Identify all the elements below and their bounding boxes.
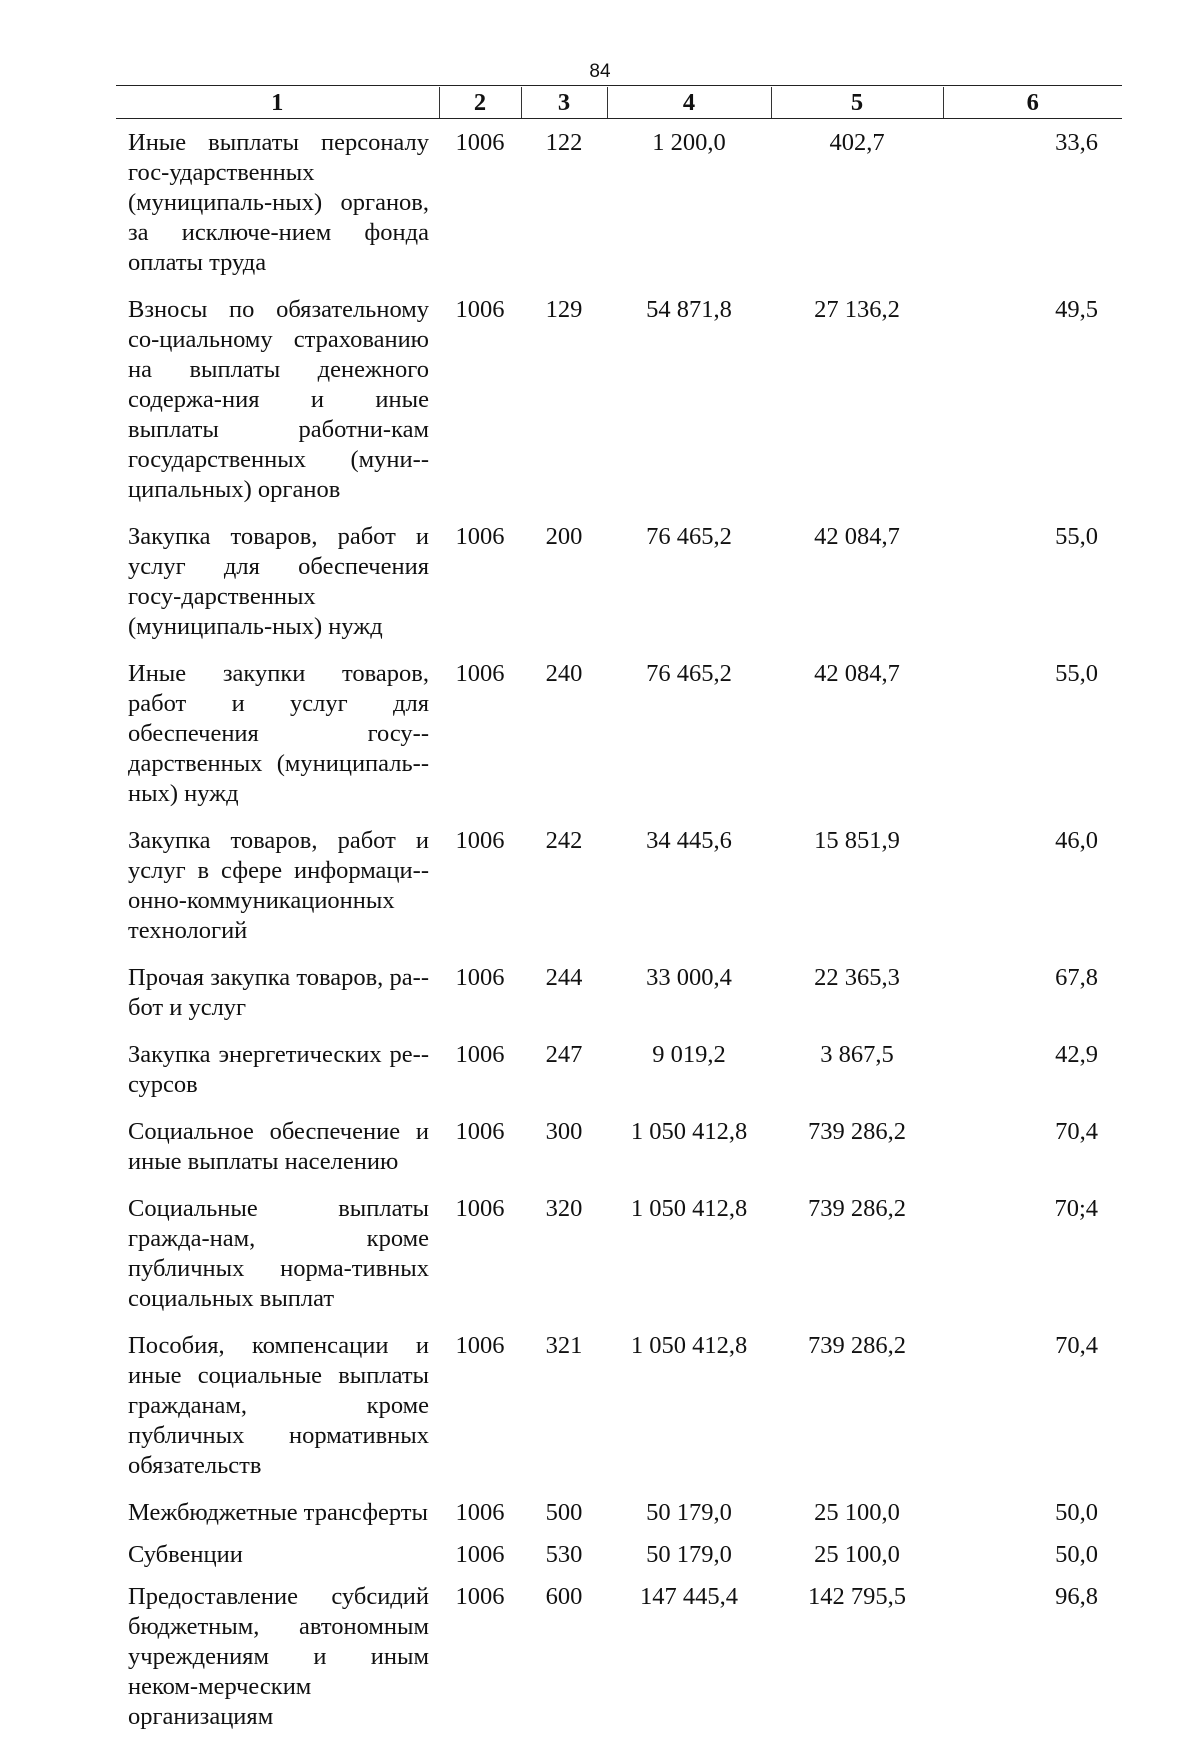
row-percent: 55,0 xyxy=(943,659,1122,826)
row-planned: 76 465,2 xyxy=(607,522,771,659)
table-header xyxy=(116,87,1122,119)
row-expense-type: 240 xyxy=(521,659,607,826)
table-row xyxy=(116,1331,1122,1498)
row-name: Закупка товаров, работ и услуг в сфере информаци-онно-коммуникационных технологий xyxy=(116,826,439,963)
table-row xyxy=(116,1582,1122,1749)
row-name: Предоставление субсидий бюджетным, автономным учреждениям и иным неком-мерческим организациям xyxy=(116,1582,439,1749)
row-name: Межбюджетные трансферты xyxy=(116,1498,439,1540)
table-row xyxy=(116,1540,1122,1582)
row-actual: 739 286,2 xyxy=(771,1194,943,1331)
row-name: Взносы по обязательному со-циальному страхованию на выплаты денежного содержа-ния и иные выплаты работни-кам государственных (муни-ципальных) органов xyxy=(116,295,439,522)
row-section: 1006 xyxy=(439,1540,521,1582)
row-planned: 1 050 412,8 xyxy=(607,1331,771,1498)
row-name: Пособия, компенсации и иные социальные выплаты гражданам, кроме публичных нормативных обязательств xyxy=(116,1331,439,1498)
row-section: 1006 xyxy=(439,295,521,522)
row-percent: 49,5 xyxy=(943,295,1122,522)
row-name: Иные закупки товаров, работ и услуг для обеспечения госу-дарственных (муниципаль-ных) нужд xyxy=(116,659,439,826)
row-name: Закупка энергетических ре-сурсов xyxy=(116,1040,439,1117)
row-percent: 42,9 xyxy=(943,1040,1122,1117)
table-row xyxy=(116,1498,1122,1540)
row-expense-type: 300 xyxy=(521,1117,607,1194)
row-section: 1006 xyxy=(439,1194,521,1331)
header-row xyxy=(116,87,1122,119)
row-percent: 70;4 xyxy=(943,1194,1122,1331)
row-actual: 25 100,0 xyxy=(771,1498,943,1540)
row-actual: 142 795,5 xyxy=(771,1582,943,1749)
row-expense-type: 321 xyxy=(521,1331,607,1498)
row-planned: 54 871,8 xyxy=(607,295,771,522)
row-section: 1006 xyxy=(439,1331,521,1498)
row-expense-type: 600 xyxy=(521,1582,607,1749)
row-percent: 55,0 xyxy=(943,522,1122,659)
row-name: Социальное обеспечение и иные выплаты населению xyxy=(116,1117,439,1194)
row-expense-type: 129 xyxy=(521,295,607,522)
table-row xyxy=(116,1040,1122,1117)
row-actual: 739 286,2 xyxy=(771,1117,943,1194)
column-header-3: 3 xyxy=(521,87,607,119)
column-header-2: 2 xyxy=(439,87,521,119)
row-actual: 42 084,7 xyxy=(771,522,943,659)
row-name: Закупка товаров, работ и услуг для обеспечения госу-дарственных (муниципаль-ных) нужд xyxy=(116,522,439,659)
row-percent: 50,0 xyxy=(943,1540,1122,1582)
table-row xyxy=(116,119,1122,296)
budget-table xyxy=(116,87,1122,1749)
page-number: 84 xyxy=(0,60,1200,84)
row-section: 1006 xyxy=(439,659,521,826)
row-section: 1006 xyxy=(439,522,521,659)
row-expense-type: 530 xyxy=(521,1540,607,1582)
column-header-4: 4 xyxy=(607,87,771,119)
table-row xyxy=(116,295,1122,522)
row-section: 1006 xyxy=(439,826,521,963)
row-actual: 25 100,0 xyxy=(771,1540,943,1582)
row-expense-type: 244 xyxy=(521,963,607,1040)
row-percent: 67,8 xyxy=(943,963,1122,1040)
row-percent: 96,8 xyxy=(943,1582,1122,1749)
row-percent: 70,4 xyxy=(943,1117,1122,1194)
row-expense-type: 122 xyxy=(521,119,607,296)
row-planned: 33 000,4 xyxy=(607,963,771,1040)
row-section: 1006 xyxy=(439,1117,521,1194)
row-planned: 1 050 412,8 xyxy=(607,1117,771,1194)
row-actual: 15 851,9 xyxy=(771,826,943,963)
row-section: 1006 xyxy=(439,119,521,296)
row-name: Субвенции xyxy=(116,1540,439,1582)
row-section: 1006 xyxy=(439,1582,521,1749)
row-percent: 46,0 xyxy=(943,826,1122,963)
row-actual: 3 867,5 xyxy=(771,1040,943,1117)
row-planned: 1 200,0 xyxy=(607,119,771,296)
row-actual: 27 136,2 xyxy=(771,295,943,522)
row-name: Социальные выплаты гражда-нам, кроме публичных норма-тивных социальных выплат xyxy=(116,1194,439,1331)
row-planned: 9 019,2 xyxy=(607,1040,771,1117)
row-expense-type: 200 xyxy=(521,522,607,659)
column-header-6: 6 xyxy=(943,87,1122,119)
table-row xyxy=(116,1194,1122,1331)
row-name: Иные выплаты персоналу гос-ударственных (муниципаль-ных) органов, за исключе-нием фонда оплаты труда xyxy=(116,119,439,296)
row-planned: 1 050 412,8 xyxy=(607,1194,771,1331)
row-percent: 70,4 xyxy=(943,1331,1122,1498)
row-expense-type: 247 xyxy=(521,1040,607,1117)
table-row xyxy=(116,963,1122,1040)
column-header-1: 1 xyxy=(116,87,439,119)
row-planned: 147 445,4 xyxy=(607,1582,771,1749)
row-expense-type: 500 xyxy=(521,1498,607,1540)
row-expense-type: 320 xyxy=(521,1194,607,1331)
row-name: Прочая закупка товаров, ра-бот и услуг xyxy=(116,963,439,1040)
table-row xyxy=(116,1117,1122,1194)
table-body xyxy=(116,119,1122,1749)
row-planned: 50 179,0 xyxy=(607,1498,771,1540)
row-section: 1006 xyxy=(439,1040,521,1117)
table-row xyxy=(116,826,1122,963)
row-actual: 739 286,2 xyxy=(771,1331,943,1498)
row-planned: 50 179,0 xyxy=(607,1540,771,1582)
row-actual: 402,7 xyxy=(771,119,943,296)
row-section: 1006 xyxy=(439,963,521,1040)
row-actual: 42 084,7 xyxy=(771,659,943,826)
table-row xyxy=(116,522,1122,659)
table-row xyxy=(116,659,1122,826)
row-expense-type: 242 xyxy=(521,826,607,963)
row-percent: 33,6 xyxy=(943,119,1122,296)
row-planned: 34 445,6 xyxy=(607,826,771,963)
row-planned: 76 465,2 xyxy=(607,659,771,826)
row-actual: 22 365,3 xyxy=(771,963,943,1040)
table-top-rule xyxy=(116,85,1122,86)
column-header-5: 5 xyxy=(771,87,943,119)
row-percent: 50,0 xyxy=(943,1498,1122,1540)
row-section: 1006 xyxy=(439,1498,521,1540)
